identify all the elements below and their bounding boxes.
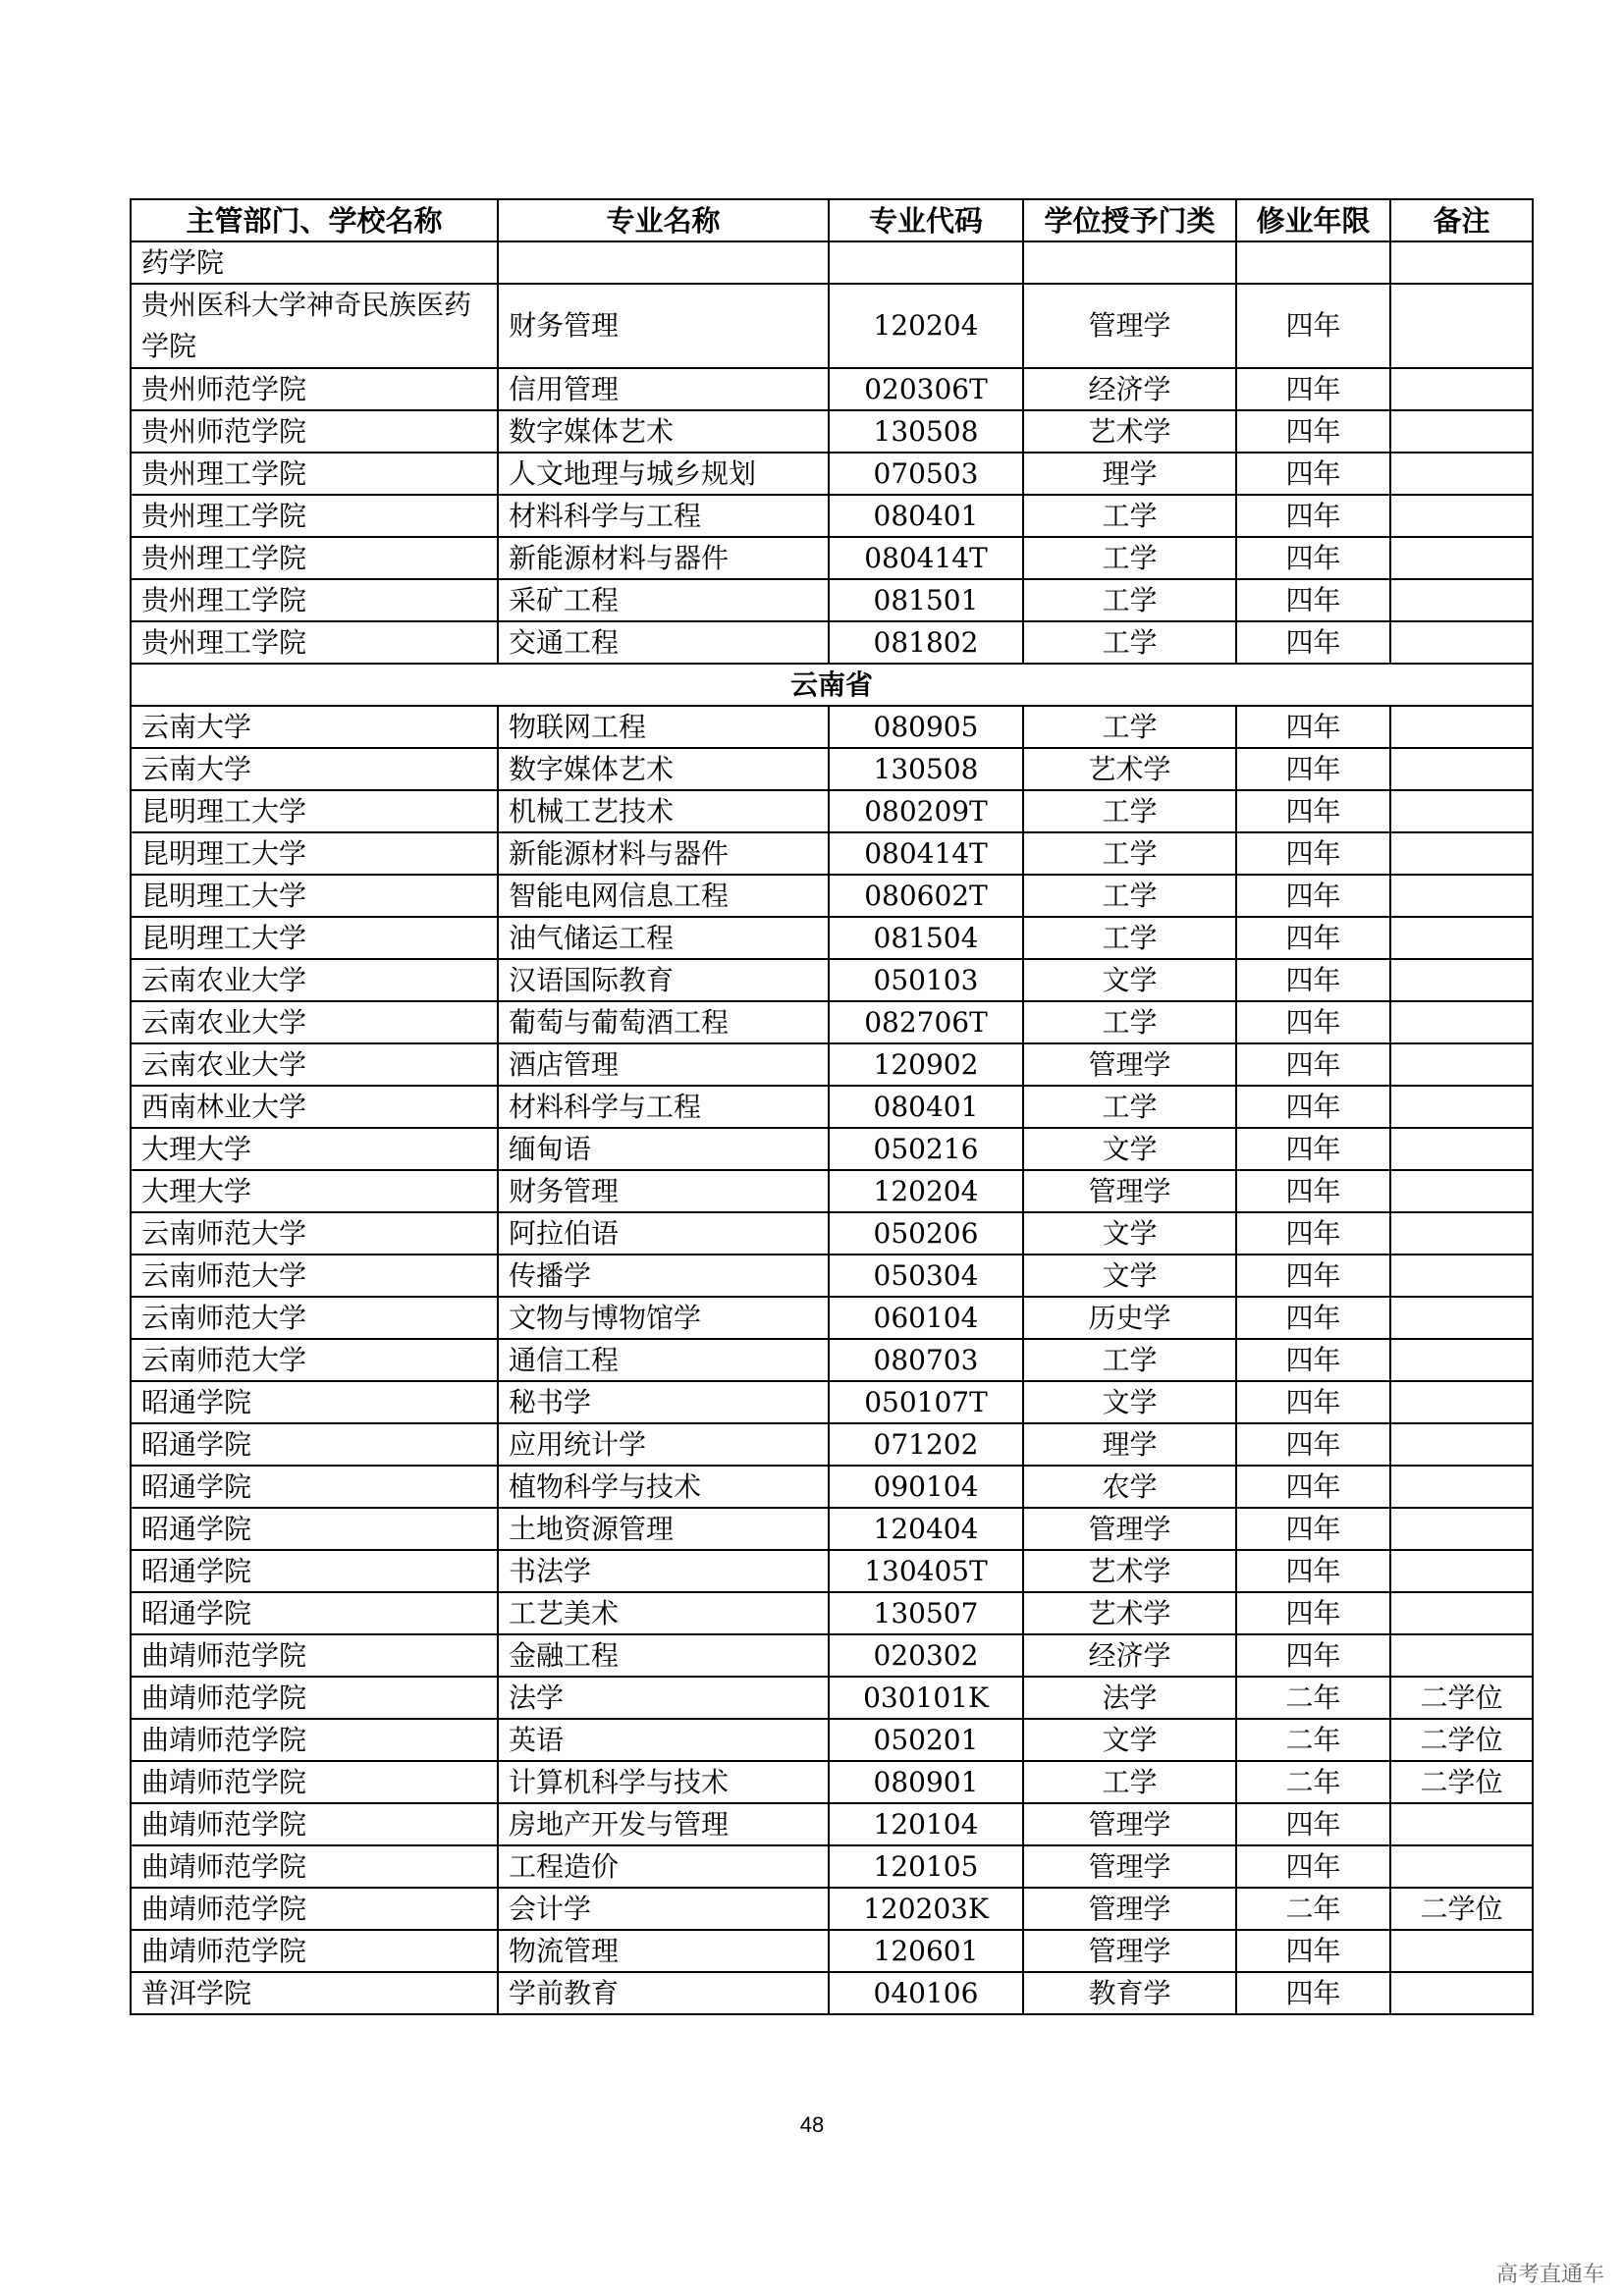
major-cell: 应用统计学	[498, 1423, 829, 1466]
degree-category-cell: 工学	[1023, 875, 1236, 917]
code-cell: 080401	[829, 495, 1023, 537]
code-cell: 130508	[829, 748, 1023, 790]
table-row	[131, 1634, 1533, 1677]
code-cell: 081501	[829, 579, 1023, 621]
table-row	[131, 875, 1533, 917]
duration-cell: 四年	[1236, 1170, 1390, 1212]
major-cell: 工程造价	[498, 1845, 829, 1888]
table-row	[131, 621, 1533, 664]
major-cell: 智能电网信息工程	[498, 875, 829, 917]
table-row	[131, 1803, 1533, 1845]
degree-category-cell: 理学	[1023, 453, 1236, 495]
duration-cell: 四年	[1236, 1508, 1390, 1550]
major-cell: 工艺美术	[498, 1592, 829, 1634]
degree-category-cell	[1023, 241, 1236, 284]
school-cell: 昭通学院	[131, 1508, 498, 1550]
code-cell: 120105	[829, 1845, 1023, 1888]
note-cell	[1390, 284, 1533, 368]
degree-category-cell: 艺术学	[1023, 410, 1236, 453]
duration-cell: 四年	[1236, 410, 1390, 453]
duration-cell: 四年	[1236, 959, 1390, 1001]
major-cell: 财务管理	[498, 1170, 829, 1212]
school-cell: 云南师范大学	[131, 1212, 498, 1255]
note-cell	[1390, 579, 1533, 621]
code-cell: 080703	[829, 1339, 1023, 1381]
duration-cell: 四年	[1236, 832, 1390, 875]
school-cell: 昭通学院	[131, 1466, 498, 1508]
table-row	[131, 368, 1533, 410]
duration-cell: 二年	[1236, 1888, 1390, 1930]
table-row	[131, 1043, 1533, 1086]
school-cell: 贵州理工学院	[131, 621, 498, 664]
major-cell: 交通工程	[498, 621, 829, 664]
school-cell: 曲靖师范学院	[131, 1930, 498, 1972]
code-cell: 130405T	[829, 1550, 1023, 1592]
duration-cell: 四年	[1236, 284, 1390, 368]
major-cell: 信用管理	[498, 368, 829, 410]
duration-cell: 四年	[1236, 621, 1390, 664]
school-cell: 昆明理工大学	[131, 832, 498, 875]
school-cell: 云南师范大学	[131, 1339, 498, 1381]
degree-category-cell: 经济学	[1023, 368, 1236, 410]
major-cell: 汉语国际教育	[498, 959, 829, 1001]
duration-cell: 四年	[1236, 1128, 1390, 1170]
table-row	[131, 790, 1533, 832]
school-cell: 昭通学院	[131, 1381, 498, 1423]
table-row	[131, 495, 1533, 537]
school-cell: 云南农业大学	[131, 1043, 498, 1086]
code-cell: 120902	[829, 1043, 1023, 1086]
header-note: 备注	[1390, 199, 1533, 241]
table-row	[131, 537, 1533, 579]
table-row	[131, 1001, 1533, 1043]
table-row	[131, 284, 1533, 368]
major-cell: 物联网工程	[498, 706, 829, 748]
code-cell: 080901	[829, 1761, 1023, 1803]
note-cell	[1390, 1043, 1533, 1086]
table-row	[131, 1845, 1533, 1888]
degree-category-cell: 文学	[1023, 1381, 1236, 1423]
note-cell	[1390, 495, 1533, 537]
table-row	[131, 579, 1533, 621]
major-cell: 学前教育	[498, 1972, 829, 2014]
note-cell	[1390, 537, 1533, 579]
duration-cell: 四年	[1236, 1930, 1390, 1972]
code-cell: 080905	[829, 706, 1023, 748]
school-cell: 大理大学	[131, 1128, 498, 1170]
code-cell: 020302	[829, 1634, 1023, 1677]
duration-cell: 四年	[1236, 1972, 1390, 2014]
note-cell	[1390, 241, 1533, 284]
degree-category-cell: 工学	[1023, 1086, 1236, 1128]
degree-category-cell: 管理学	[1023, 1043, 1236, 1086]
duration-cell: 四年	[1236, 1381, 1390, 1423]
table-row	[131, 1212, 1533, 1255]
table-row	[131, 241, 1533, 284]
school-cell: 曲靖师范学院	[131, 1803, 498, 1845]
school-cell: 大理大学	[131, 1170, 498, 1212]
table-row	[131, 410, 1533, 453]
note-cell	[1390, 875, 1533, 917]
degree-category-cell: 工学	[1023, 790, 1236, 832]
duration-cell: 四年	[1236, 1466, 1390, 1508]
note-cell: 二学位	[1390, 1761, 1533, 1803]
table-row	[131, 1381, 1533, 1423]
note-cell	[1390, 917, 1533, 959]
duration-cell: 四年	[1236, 1086, 1390, 1128]
degree-category-cell: 历史学	[1023, 1297, 1236, 1339]
degree-category-cell: 文学	[1023, 1719, 1236, 1761]
major-cell: 酒店管理	[498, 1043, 829, 1086]
code-cell: 050103	[829, 959, 1023, 1001]
code-cell: 090104	[829, 1466, 1023, 1508]
table-row	[131, 1086, 1533, 1128]
note-cell	[1390, 1001, 1533, 1043]
note-cell	[1390, 832, 1533, 875]
school-cell: 昭通学院	[131, 1592, 498, 1634]
table-row	[131, 453, 1533, 495]
code-cell: 081802	[829, 621, 1023, 664]
school-cell: 云南大学	[131, 748, 498, 790]
code-cell: 080602T	[829, 875, 1023, 917]
table-row	[131, 1888, 1533, 1930]
duration-cell: 四年	[1236, 537, 1390, 579]
note-cell	[1390, 1086, 1533, 1128]
table-row	[131, 1297, 1533, 1339]
code-cell: 080414T	[829, 537, 1023, 579]
degree-category-cell: 工学	[1023, 579, 1236, 621]
note-cell	[1390, 1508, 1533, 1550]
watermark: 高考直通车	[1495, 2263, 1604, 2287]
major-cell: 材料科学与工程	[498, 1086, 829, 1128]
school-cell: 昆明理工大学	[131, 875, 498, 917]
major-cell: 数字媒体艺术	[498, 748, 829, 790]
school-cell: 云南师范大学	[131, 1297, 498, 1339]
note-cell	[1390, 1339, 1533, 1381]
degree-category-cell: 管理学	[1023, 1170, 1236, 1212]
duration-cell	[1236, 241, 1390, 284]
code-cell: 070503	[829, 453, 1023, 495]
major-cell: 土地资源管理	[498, 1508, 829, 1550]
degree-category-cell: 管理学	[1023, 1930, 1236, 1972]
school-cell: 曲靖师范学院	[131, 1845, 498, 1888]
code-cell: 050216	[829, 1128, 1023, 1170]
note-cell	[1390, 706, 1533, 748]
major-cell: 材料科学与工程	[498, 495, 829, 537]
duration-cell: 四年	[1236, 790, 1390, 832]
duration-cell: 四年	[1236, 1845, 1390, 1888]
degree-category-cell: 法学	[1023, 1677, 1236, 1719]
note-cell	[1390, 1466, 1533, 1508]
note-cell	[1390, 748, 1533, 790]
degree-category-cell: 工学	[1023, 621, 1236, 664]
code-cell: 130507	[829, 1592, 1023, 1634]
degree-category-cell: 工学	[1023, 1339, 1236, 1381]
code-cell: 030101K	[829, 1677, 1023, 1719]
duration-cell: 四年	[1236, 1255, 1390, 1297]
code-cell: 040106	[829, 1972, 1023, 2014]
code-cell: 050107T	[829, 1381, 1023, 1423]
note-cell	[1390, 621, 1533, 664]
degree-category-cell: 艺术学	[1023, 1550, 1236, 1592]
duration-cell: 四年	[1236, 1550, 1390, 1592]
table-row	[131, 1550, 1533, 1592]
degree-category-cell: 理学	[1023, 1423, 1236, 1466]
code-cell: 120601	[829, 1930, 1023, 1972]
note-cell: 二学位	[1390, 1888, 1533, 1930]
duration-cell: 二年	[1236, 1761, 1390, 1803]
note-cell: 二学位	[1390, 1677, 1533, 1719]
degree-category-cell: 文学	[1023, 1255, 1236, 1297]
degree-category-cell: 文学	[1023, 959, 1236, 1001]
page-number: 48	[799, 2112, 825, 2137]
code-cell: 020306T	[829, 368, 1023, 410]
school-cell: 药学院	[131, 241, 498, 284]
table-row	[131, 1972, 1533, 2014]
school-cell: 曲靖师范学院	[131, 1677, 498, 1719]
duration-cell: 四年	[1236, 1297, 1390, 1339]
note-cell	[1390, 453, 1533, 495]
duration-cell: 四年	[1236, 1212, 1390, 1255]
note-cell	[1390, 1423, 1533, 1466]
code-cell: 130508	[829, 410, 1023, 453]
degree-category-cell: 艺术学	[1023, 748, 1236, 790]
major-cell: 传播学	[498, 1255, 829, 1297]
major-cell: 金融工程	[498, 1634, 829, 1677]
major-cell: 文物与博物馆学	[498, 1297, 829, 1339]
code-cell: 050206	[829, 1212, 1023, 1255]
header-school: 主管部门、学校名称	[131, 199, 498, 241]
school-cell: 云南农业大学	[131, 959, 498, 1001]
school-cell: 贵州师范学院	[131, 368, 498, 410]
duration-cell: 四年	[1236, 1803, 1390, 1845]
code-cell: 081504	[829, 917, 1023, 959]
table-row	[131, 1677, 1533, 1719]
school-cell: 西南林业大学	[131, 1086, 498, 1128]
major-cell: 英语	[498, 1719, 829, 1761]
code-cell: 120203K	[829, 1888, 1023, 1930]
degree-category-cell: 农学	[1023, 1466, 1236, 1508]
school-cell: 贵州理工学院	[131, 579, 498, 621]
table-row	[131, 832, 1533, 875]
table-row	[131, 1128, 1533, 1170]
code-cell: 071202	[829, 1423, 1023, 1466]
code-cell: 120404	[829, 1508, 1023, 1550]
degree-category-cell: 管理学	[1023, 284, 1236, 368]
code-cell: 080401	[829, 1086, 1023, 1128]
table-row	[131, 748, 1533, 790]
table-header	[131, 199, 1533, 241]
school-cell: 昆明理工大学	[131, 917, 498, 959]
degree-category-cell: 管理学	[1023, 1845, 1236, 1888]
note-cell	[1390, 1930, 1533, 1972]
note-cell: 二学位	[1390, 1719, 1533, 1761]
duration-cell: 四年	[1236, 748, 1390, 790]
note-cell	[1390, 1592, 1533, 1634]
table-row	[131, 1170, 1533, 1212]
major-cell: 房地产开发与管理	[498, 1803, 829, 1845]
duration-cell: 二年	[1236, 1719, 1390, 1761]
degree-category-cell: 工学	[1023, 917, 1236, 959]
school-cell: 曲靖师范学院	[131, 1719, 498, 1761]
degree-category-cell: 管理学	[1023, 1508, 1236, 1550]
duration-cell: 四年	[1236, 579, 1390, 621]
major-cell: 植物科学与技术	[498, 1466, 829, 1508]
duration-cell: 四年	[1236, 1339, 1390, 1381]
table-row	[131, 1466, 1533, 1508]
code-cell: 080414T	[829, 832, 1023, 875]
header-degree-category: 学位授予门类	[1023, 199, 1236, 241]
table-row	[131, 1508, 1533, 1550]
note-cell	[1390, 1634, 1533, 1677]
note-cell	[1390, 410, 1533, 453]
degree-category-cell: 艺术学	[1023, 1592, 1236, 1634]
degree-category-cell: 工学	[1023, 706, 1236, 748]
note-cell	[1390, 1381, 1533, 1423]
major-cell: 机械工艺技术	[498, 790, 829, 832]
degree-category-cell: 文学	[1023, 1128, 1236, 1170]
major-cell: 物流管理	[498, 1930, 829, 1972]
school-cell: 云南大学	[131, 706, 498, 748]
header-row	[131, 199, 1533, 241]
note-cell	[1390, 1297, 1533, 1339]
table-row	[131, 1930, 1533, 1972]
major-cell: 采矿工程	[498, 579, 829, 621]
degree-category-cell: 工学	[1023, 1001, 1236, 1043]
code-cell: 082706T	[829, 1001, 1023, 1043]
code-cell	[829, 241, 1023, 284]
province-label: 云南省	[131, 664, 1533, 706]
note-cell	[1390, 790, 1533, 832]
code-cell: 120204	[829, 284, 1023, 368]
table-row	[131, 1339, 1533, 1381]
table-row	[131, 959, 1533, 1001]
note-cell	[1390, 1255, 1533, 1297]
school-cell: 昭通学院	[131, 1550, 498, 1592]
table-body	[131, 241, 1533, 2014]
degree-category-cell: 工学	[1023, 495, 1236, 537]
degree-category-cell: 工学	[1023, 537, 1236, 579]
school-cell: 贵州理工学院	[131, 537, 498, 579]
school-cell: 昭通学院	[131, 1423, 498, 1466]
school-cell: 贵州理工学院	[131, 453, 498, 495]
table-row	[131, 1719, 1533, 1761]
duration-cell: 四年	[1236, 1001, 1390, 1043]
duration-cell: 二年	[1236, 1677, 1390, 1719]
school-cell: 贵州理工学院	[131, 495, 498, 537]
table-row	[131, 1255, 1533, 1297]
school-cell: 贵州师范学院	[131, 410, 498, 453]
school-cell: 云南师范大学	[131, 1255, 498, 1297]
majors-table	[130, 198, 1534, 2015]
note-cell	[1390, 1803, 1533, 1845]
duration-cell: 四年	[1236, 1634, 1390, 1677]
major-cell: 缅甸语	[498, 1128, 829, 1170]
table-row	[131, 706, 1533, 748]
code-cell: 060104	[829, 1297, 1023, 1339]
header-major: 专业名称	[498, 199, 829, 241]
duration-cell: 四年	[1236, 1043, 1390, 1086]
major-cell: 财务管理	[498, 284, 829, 368]
degree-category-cell: 管理学	[1023, 1803, 1236, 1845]
duration-cell: 四年	[1236, 453, 1390, 495]
table-row	[131, 917, 1533, 959]
degree-category-cell: 经济学	[1023, 1634, 1236, 1677]
major-cell: 油气储运工程	[498, 917, 829, 959]
duration-cell: 四年	[1236, 1423, 1390, 1466]
school-cell: 贵州医科大学神奇民族医药学院	[131, 284, 498, 368]
duration-cell: 四年	[1236, 495, 1390, 537]
duration-cell: 四年	[1236, 706, 1390, 748]
school-cell: 曲靖师范学院	[131, 1761, 498, 1803]
degree-category-cell: 教育学	[1023, 1972, 1236, 2014]
note-cell	[1390, 1845, 1533, 1888]
major-cell: 计算机科学与技术	[498, 1761, 829, 1803]
school-cell: 普洱学院	[131, 1972, 498, 2014]
code-cell: 120204	[829, 1170, 1023, 1212]
major-cell: 数字媒体艺术	[498, 410, 829, 453]
school-cell: 云南农业大学	[131, 1001, 498, 1043]
major-cell	[498, 241, 829, 284]
major-cell: 葡萄与葡萄酒工程	[498, 1001, 829, 1043]
header-code: 专业代码	[829, 199, 1023, 241]
duration-cell: 四年	[1236, 917, 1390, 959]
degree-category-cell: 工学	[1023, 1761, 1236, 1803]
province-row	[131, 664, 1533, 706]
duration-cell: 四年	[1236, 875, 1390, 917]
degree-category-cell: 文学	[1023, 1212, 1236, 1255]
degree-category-cell: 管理学	[1023, 1888, 1236, 1930]
major-cell: 会计学	[498, 1888, 829, 1930]
code-cell: 080209T	[829, 790, 1023, 832]
duration-cell: 四年	[1236, 368, 1390, 410]
table-row	[131, 1592, 1533, 1634]
major-cell: 法学	[498, 1677, 829, 1719]
note-cell	[1390, 1550, 1533, 1592]
header-duration: 修业年限	[1236, 199, 1390, 241]
major-cell: 阿拉伯语	[498, 1212, 829, 1255]
major-cell: 秘书学	[498, 1381, 829, 1423]
table-row	[131, 1423, 1533, 1466]
code-cell: 120104	[829, 1803, 1023, 1845]
note-cell	[1390, 1972, 1533, 2014]
note-cell	[1390, 368, 1533, 410]
degree-category-cell: 工学	[1023, 832, 1236, 875]
note-cell	[1390, 1212, 1533, 1255]
duration-cell: 四年	[1236, 1592, 1390, 1634]
major-cell: 书法学	[498, 1550, 829, 1592]
table-row	[131, 1761, 1533, 1803]
school-cell: 曲靖师范学院	[131, 1634, 498, 1677]
major-cell: 新能源材料与器件	[498, 537, 829, 579]
major-cell: 新能源材料与器件	[498, 832, 829, 875]
major-cell: 通信工程	[498, 1339, 829, 1381]
school-cell: 曲靖师范学院	[131, 1888, 498, 1930]
code-cell: 050304	[829, 1255, 1023, 1297]
major-cell: 人文地理与城乡规划	[498, 453, 829, 495]
note-cell	[1390, 1170, 1533, 1212]
note-cell	[1390, 1128, 1533, 1170]
note-cell	[1390, 959, 1533, 1001]
code-cell: 050201	[829, 1719, 1023, 1761]
school-cell: 昆明理工大学	[131, 790, 498, 832]
